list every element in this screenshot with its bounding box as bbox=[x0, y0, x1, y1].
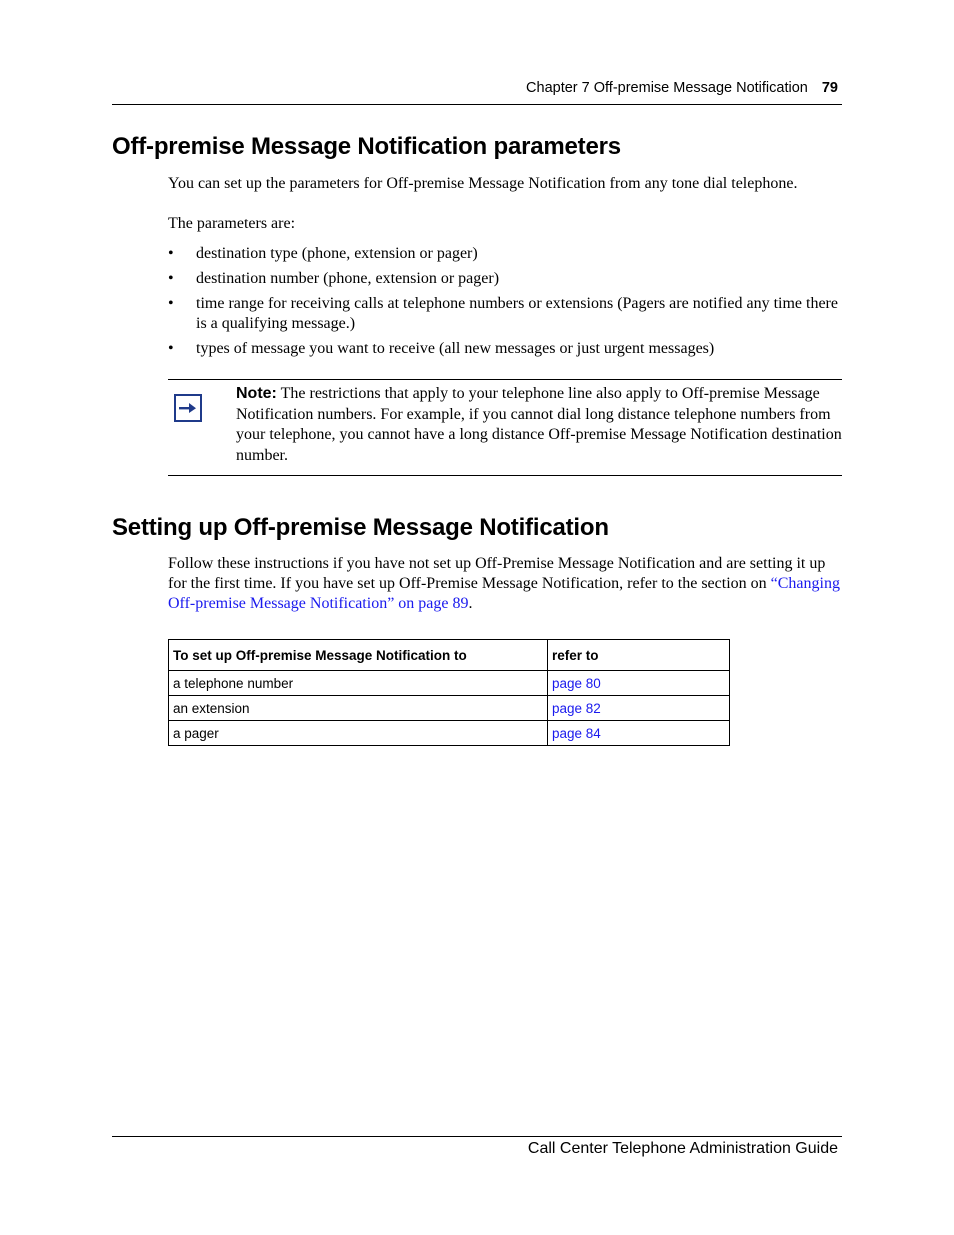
table-row bbox=[169, 696, 730, 721]
table-cell-target: an extension bbox=[169, 696, 548, 721]
section-heading-parameters: Off-premise Message Notification parameters bbox=[112, 133, 621, 160]
footer-title: Call Center Telephone Administration Guide bbox=[527, 1140, 838, 1157]
page-header bbox=[112, 78, 842, 105]
list-item: • destination type (phone, extension or pager) bbox=[168, 245, 478, 262]
page-link[interactable]: page 80 bbox=[552, 675, 601, 691]
table-header-row bbox=[169, 640, 730, 671]
chapter-title: Chapter 7 Off-premise Message Notification bbox=[526, 80, 808, 96]
list-item: • destination number (phone, extension or pager) bbox=[168, 270, 500, 287]
parameters-list bbox=[168, 244, 844, 364]
column-header-target: To set up Off-premise Message Notification to bbox=[169, 640, 548, 671]
table-cell-target: a telephone number bbox=[169, 671, 548, 696]
note-text bbox=[236, 384, 842, 466]
section-heading-setup: Setting up Off-premise Message Notification bbox=[112, 514, 609, 541]
changing-notification-link[interactable]: “Changing Off-premise Message Notification” on page 89 bbox=[168, 575, 840, 612]
list-item: • time range for receiving calls at telephone numbers or extensions (Pagers are notified any time there is a qualifying message.) bbox=[168, 295, 838, 332]
parameters-label: The parameters are: bbox=[168, 215, 296, 232]
page-footer bbox=[112, 1136, 842, 1157]
note-label: Note: bbox=[236, 385, 277, 402]
arrow-right-icon bbox=[174, 394, 202, 422]
table-cell-target: a pager bbox=[169, 721, 548, 746]
table-row bbox=[169, 671, 730, 696]
page-number: 79 bbox=[821, 80, 838, 96]
note-box bbox=[168, 379, 842, 476]
column-header-refer: refer to bbox=[548, 640, 730, 671]
page-link[interactable]: page 82 bbox=[552, 700, 601, 716]
table-row bbox=[169, 721, 730, 746]
intro-paragraph: You can set up the parameters for Off-premise Message Notification from any tone dial telephone. bbox=[168, 175, 798, 192]
note-body: The restrictions that apply to your telephone line also apply to Off-premise Message Notification numbers. For example, if you cannot dial long distance telephone numbers from your telephone, you cannot have a long distance Off-premise Message Notification destination number. bbox=[236, 385, 842, 464]
setup-paragraph: Follow these instructions if you have not set up Off-Premise Message Notification and are setting it up for the first time. If you have set up Off-Premise Message Notification, refer to the section on “Changing Off-premise Message Notification” on page 89. bbox=[168, 555, 840, 612]
reference-table bbox=[168, 639, 730, 746]
page-link[interactable]: page 84 bbox=[552, 725, 601, 741]
list-item: • types of message you want to receive (all new messages or just urgent messages) bbox=[168, 340, 715, 357]
